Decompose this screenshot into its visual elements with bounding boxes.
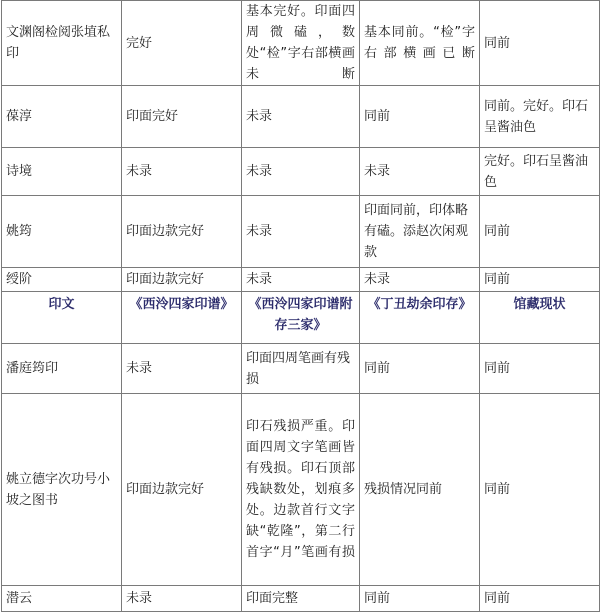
- xiling-sijia-cell: 未录: [122, 148, 242, 196]
- xiling-fucun-cell: 未录: [242, 196, 360, 268]
- collection-status-cell: 同前。完好。印石呈酱油色: [480, 86, 600, 148]
- dingchou-cell: 残损情况同前: [360, 394, 480, 586]
- xiling-fucun-cell: 未录: [242, 268, 360, 292]
- dingchou-cell: 同前: [360, 344, 480, 394]
- xiling-sijia-cell: 印面边款完好: [122, 196, 242, 268]
- table-row: [2, 196, 600, 268]
- seal-text-cell: 姚筠: [2, 196, 122, 268]
- collection-status-cell: 同前: [480, 586, 600, 612]
- xiling-fucun-cell: 印面完整: [242, 586, 360, 612]
- header-dingchou: 《丁丑劫余印存》: [360, 292, 480, 344]
- seal-text-cell: 葆淳: [2, 86, 122, 148]
- dingchou-cell: 印面同前，印体略有磕。添赵次闲观款: [360, 196, 480, 268]
- table-row: [2, 586, 600, 612]
- seal-text-cell: 姚立德字次功号小坡之图书: [2, 394, 122, 586]
- table-row: [2, 344, 600, 394]
- xiling-sijia-cell: 未录: [122, 344, 242, 394]
- table-row: [2, 86, 600, 148]
- header-xiling-sijia: 《西泠四家印谱》: [122, 292, 242, 344]
- table-row: [2, 268, 600, 292]
- xiling-sijia-cell: 印面完好: [122, 86, 242, 148]
- table-row: [2, 1, 600, 86]
- table-row: [2, 148, 600, 196]
- xiling-fucun-cell: 未录: [242, 148, 360, 196]
- xiling-fucun-cell: 基本完好。印面四周微磕，数处“检”字右部横画未断: [242, 1, 360, 86]
- seal-condition-table: [1, 0, 600, 612]
- header-seal-text: 印文: [2, 292, 122, 344]
- collection-status-cell: 同前: [480, 196, 600, 268]
- seal-text-cell: 绶阶: [2, 268, 122, 292]
- collection-status-cell: 完好。印石呈酱油色: [480, 148, 600, 196]
- seal-text-cell: 文渊阁检阅张埴私印: [2, 1, 122, 86]
- xiling-fucun-cell: 未录: [242, 86, 360, 148]
- table-header-row: [2, 292, 600, 344]
- collection-status-cell: 同前: [480, 1, 600, 86]
- xiling-sijia-cell: 印面边款完好: [122, 394, 242, 586]
- xiling-sijia-cell: 未录: [122, 586, 242, 612]
- collection-status-cell: 同前: [480, 268, 600, 292]
- seal-text-cell: 诗境: [2, 148, 122, 196]
- header-collection-status: 馆藏现状: [480, 292, 600, 344]
- xiling-sijia-cell: 完好: [122, 1, 242, 86]
- collection-status-cell: 同前: [480, 394, 600, 586]
- xiling-fucun-cell: 印面四周笔画有残损: [242, 344, 360, 394]
- dingchou-cell: 未录: [360, 268, 480, 292]
- collection-status-cell: 同前: [480, 344, 600, 394]
- dingchou-cell: 同前: [360, 586, 480, 612]
- xiling-fucun-cell: 印石残损严重。印面四周文字笔画皆有残损。印石顶部残缺数处，划痕多处。边款首行文字缺“乾隆”，第二行首字“月”笔画有损: [242, 394, 360, 586]
- dingchou-cell: 未录: [360, 148, 480, 196]
- header-xiling-fucun: 《西泠四家印谱附存三家》: [242, 292, 360, 344]
- seal-text-cell: 潜云: [2, 586, 122, 612]
- table-row: [2, 394, 600, 586]
- dingchou-cell: 基本同前。“检”字右部横画已断: [360, 1, 480, 86]
- xiling-sijia-cell: 印面边款完好: [122, 268, 242, 292]
- dingchou-cell: 同前: [360, 86, 480, 148]
- seal-text-cell: 潘庭筠印: [2, 344, 122, 394]
